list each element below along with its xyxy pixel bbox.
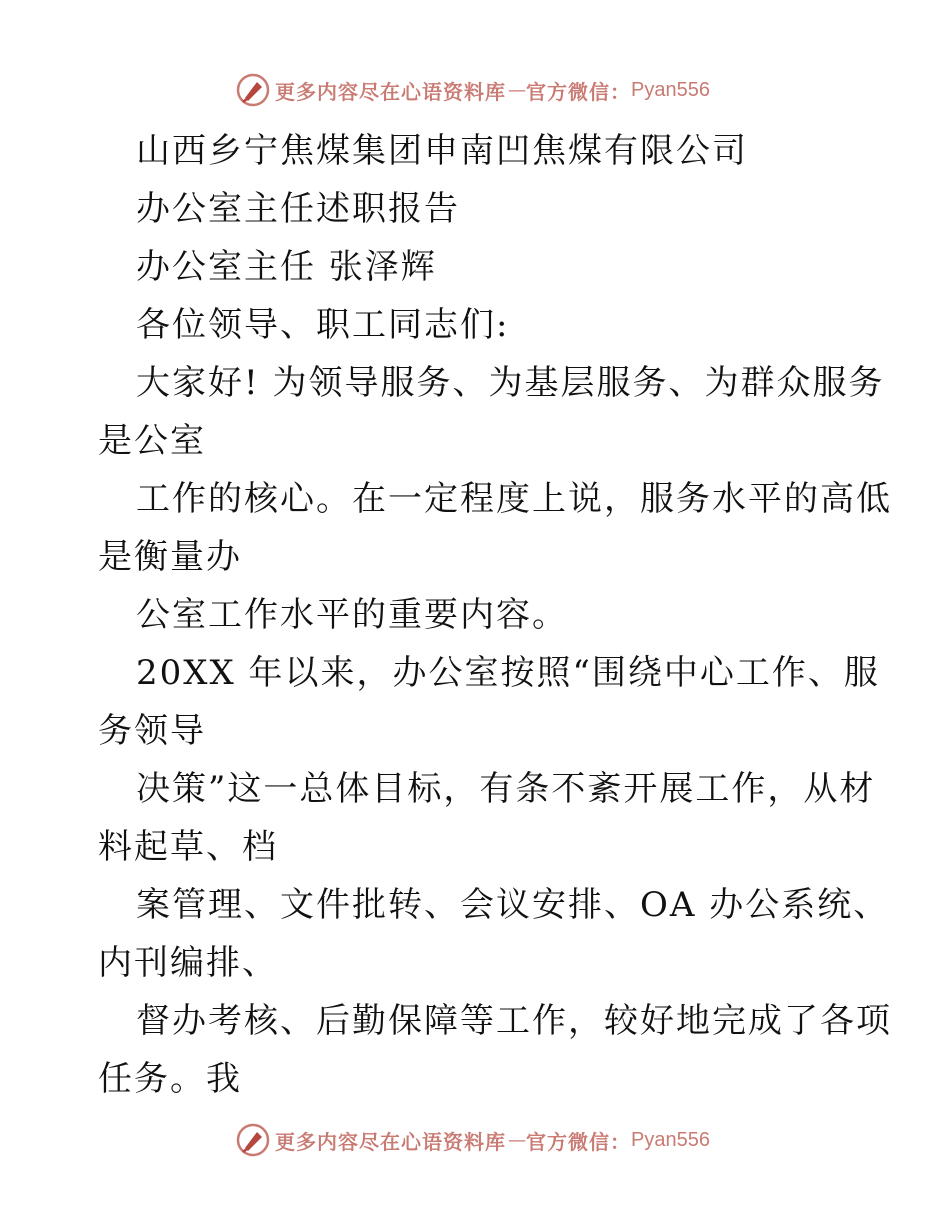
watermark-separator: — [508, 1129, 526, 1151]
watermark-wechat-id: Pyan556 [631, 78, 710, 101]
watermark-separator: — [508, 79, 526, 101]
body-line: 任务。我 [98, 1059, 242, 1099]
watermark-wechat-id: Pyan556 [631, 1128, 710, 1151]
body-paragraphs [98, 354, 892, 1108]
pen-nib-icon [235, 72, 271, 108]
body-line: 案管理、文件批转、会议安排、OA 办公系统、 [136, 885, 890, 925]
watermark-official: 官方微信： [526, 1129, 631, 1154]
body-line: 料起草、档 [98, 827, 278, 867]
body-line: 内刊编排、 [98, 943, 278, 983]
report-title: 办公室主任述职报告 [136, 189, 460, 229]
body-line: 20XX 年以来，办公室按照“围绕中心工作、服 [136, 653, 880, 693]
salutation: 各位领导、职工同志们: [136, 305, 510, 345]
report-author: 办公室主任 张泽辉 [136, 247, 437, 287]
watermark-text: 更多内容尽在心语资料库 [275, 1129, 506, 1154]
company-name: 山西乡宁焦煤集团申南凹焦煤有限公司 [136, 131, 748, 171]
document-body [98, 122, 892, 1108]
body-line: 决策”这一总体目标，有条不紊开展工作，从材 [136, 769, 876, 809]
header-watermark [235, 72, 710, 108]
body-line: 大家好! 为领导服务、为基层服务、为群众服务 [136, 363, 885, 403]
pen-nib-icon [235, 1122, 271, 1158]
footer-watermark [235, 1122, 710, 1158]
watermark-official: 官方微信： [526, 79, 631, 104]
body-line: 公室工作水平的重要内容。 [136, 595, 568, 635]
watermark-text: 更多内容尽在心语资料库 [275, 79, 506, 104]
body-line: 工作的核心。在一定程度上说，服务水平的高低 [136, 479, 892, 519]
body-line: 是衡量办 [98, 537, 242, 577]
body-line: 督办考核、后勤保障等工作，较好地完成了各项 [136, 1001, 892, 1041]
body-line: 务领导 [98, 711, 206, 751]
body-line: 是公室 [98, 421, 206, 461]
